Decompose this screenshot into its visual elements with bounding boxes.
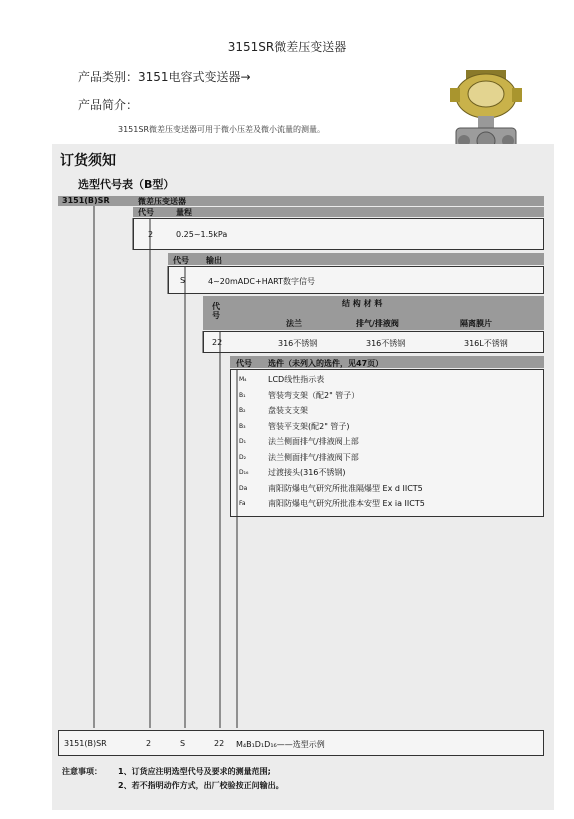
intro-label: 产品简介： <box>78 98 139 112</box>
material-valve: 316不锈钢 <box>366 339 406 348</box>
option-text: 法兰侧面排气/排液阀上部 <box>268 437 359 446</box>
material-flange: 316不锈钢 <box>278 339 318 348</box>
page-title: 3151SR微差压变送器 <box>227 40 347 54</box>
output-value: 4~20mADC+HART数字信号 <box>208 277 316 286</box>
example-options: M₄B₁D₁D₁₆——选型示例 <box>236 740 325 749</box>
option-text: 管装弯支架（配2" 管子） <box>268 390 360 400</box>
section-title: 订货须知 <box>60 153 116 169</box>
example-model: 3151(B)SR <box>64 739 107 748</box>
option-text: 过渡接头(316不锈钢) <box>268 468 346 477</box>
option-text: 南阳防爆电气研究所批准本安型 Ex ia IICT5 <box>268 499 425 508</box>
option-code: D₂ <box>239 453 247 461</box>
table-title: 选型代号表（B型） <box>78 178 175 191</box>
output-header: 输出 <box>206 256 222 265</box>
range-code: 2 <box>148 230 154 239</box>
material-code-header: 代号 <box>212 302 220 320</box>
product-description: 3151SR微差压变送器可用于微小压差及微小流量的测量。 <box>118 125 325 134</box>
output-code: S <box>180 276 186 285</box>
option-text: 南阳防爆电气研究所批准隔爆型 Ex d IICT5 <box>268 483 423 493</box>
note-1: 1、订货应注明选型代号及要求的测量范围; <box>118 767 271 776</box>
material-col-diaphragm: 隔离膜片 <box>460 319 492 328</box>
option-code: B₃ <box>239 422 246 430</box>
options-code-header: 代号 <box>236 359 252 368</box>
model-code: 3151(B)SR <box>62 196 110 205</box>
option-code: Fa <box>239 500 246 507</box>
material-header: 结 构 材 料 <box>342 299 383 308</box>
option-code: B₁ <box>239 391 246 399</box>
note-2: 2、若不指明动作方式，出厂校验按正问输出。 <box>118 781 284 790</box>
example-range: 2 <box>146 739 152 748</box>
option-code: M₄ <box>239 376 247 383</box>
option-text: LCD线性指示表 <box>268 375 325 384</box>
options-header: 选件（未列入的选件，见47页） <box>268 359 384 368</box>
category-value[interactable]: 3151电容式变送器→ <box>138 70 251 84</box>
option-code: Da <box>239 484 248 492</box>
option-code: B₂ <box>239 407 246 414</box>
option-code: D₁₆ <box>239 469 249 476</box>
material-diaphragm: 316L不锈钢 <box>464 339 508 348</box>
option-text: 法兰侧面排气/排液阀下部 <box>268 452 359 462</box>
material-code: 22 <box>212 338 223 347</box>
material-col-valve: 排气/排液阀 <box>356 319 399 328</box>
material-col-flange: 法兰 <box>286 319 302 328</box>
example-output: S <box>180 739 186 748</box>
option-code: D₁ <box>239 438 247 445</box>
option-text: 管装平支架(配2" 管子) <box>268 421 350 431</box>
range-code-header: 代号 <box>138 208 154 217</box>
example-material: 22 <box>214 739 225 748</box>
model-name: 微差压变送器 <box>138 197 186 206</box>
output-code-header: 代号 <box>173 256 189 265</box>
range-header: 量程 <box>176 208 192 217</box>
notes-label: 注意事项： <box>62 767 102 776</box>
category-label: 产品类别： <box>78 70 139 84</box>
range-value: 0.25~1.5kPa <box>176 230 228 239</box>
option-text: 盘装支支架 <box>268 406 308 415</box>
